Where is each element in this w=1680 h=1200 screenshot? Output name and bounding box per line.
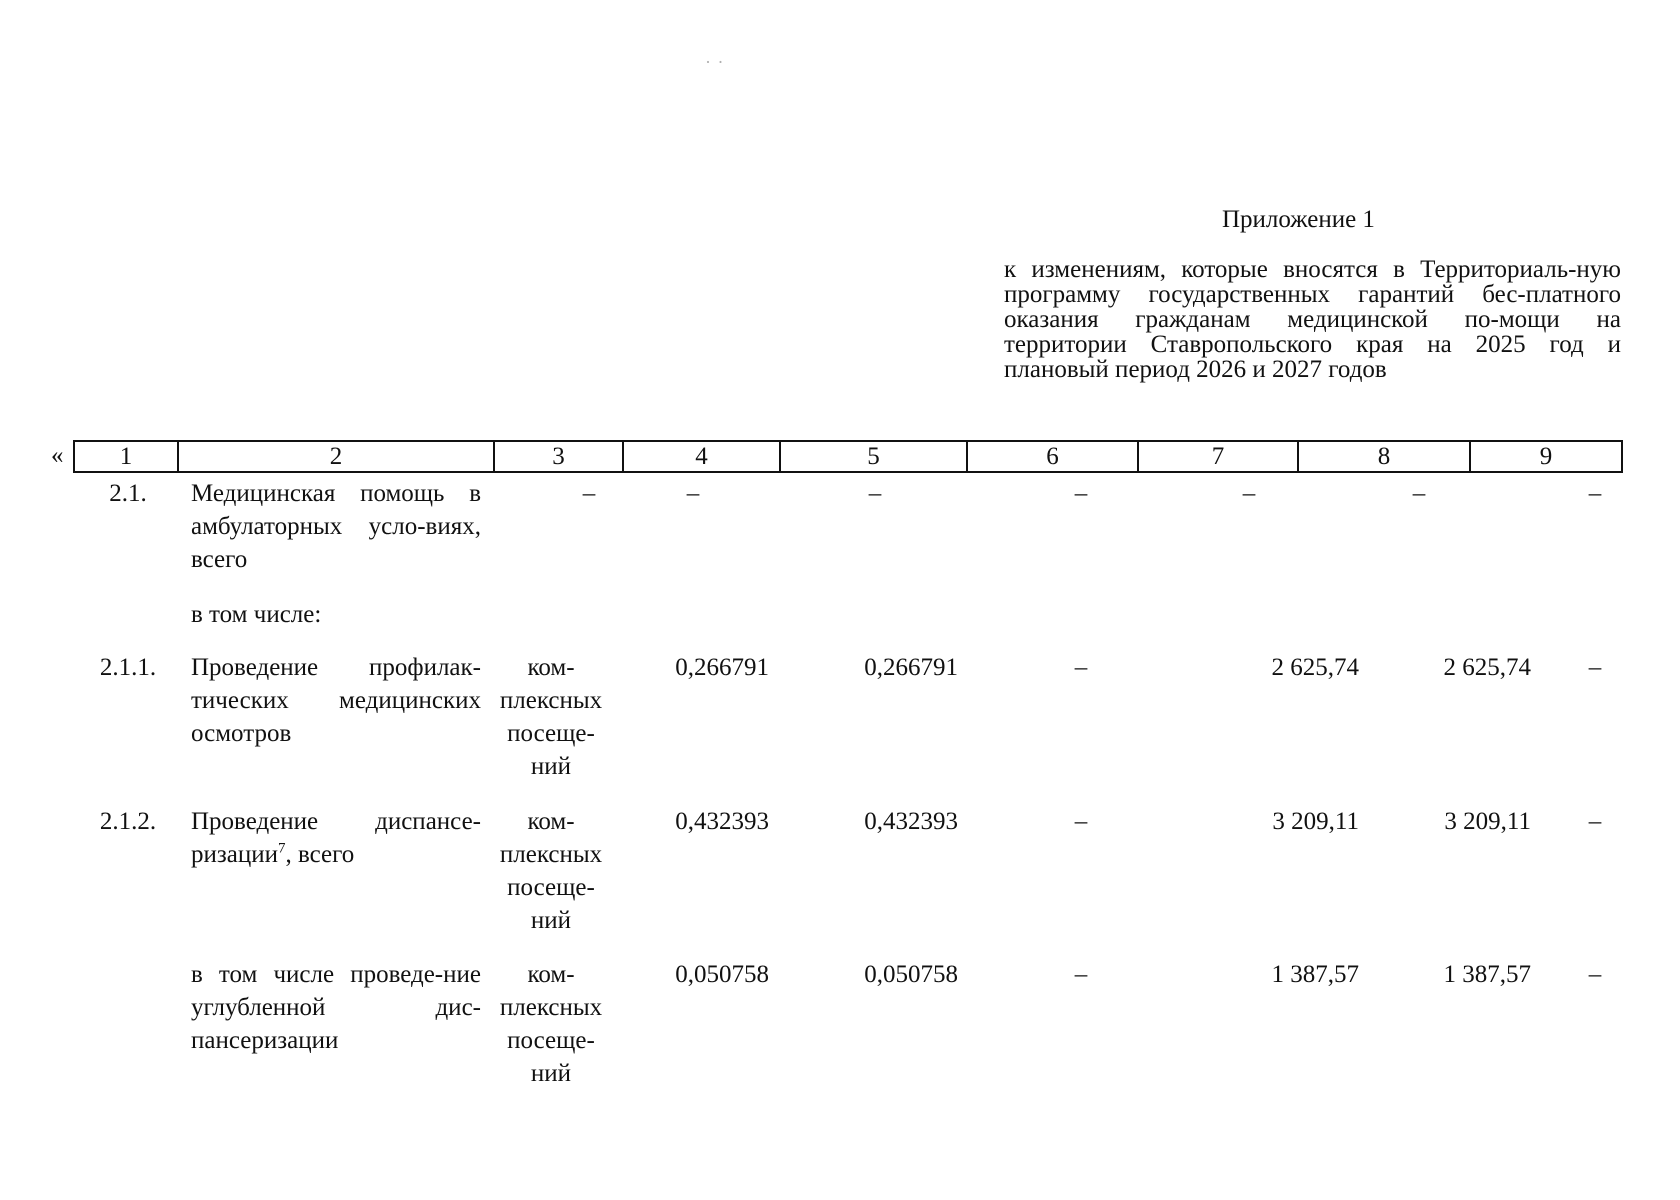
row-name: Проведение профилак-тических медицинских осмотров [191, 654, 481, 747]
row-name [191, 805, 481, 871]
row-unit: ком-плексных посеще-ний [499, 654, 603, 780]
row-col-4: 0,050758 [675, 961, 769, 988]
row-col-4: 0,432393 [675, 808, 769, 835]
row-col-9: – [1588, 961, 1602, 988]
table-header-row [73, 440, 1623, 473]
row-col-9: – [1588, 654, 1602, 681]
row-col-7: 3 209,11 [1272, 808, 1359, 835]
row-unit: – [582, 480, 596, 507]
row-name: в том числе: [191, 601, 322, 628]
header-cell-9: 9 [1539, 443, 1553, 470]
header-cell-8: 8 [1299, 442, 1471, 471]
row-number: 2.1. [109, 480, 147, 507]
row-col-6: – [1074, 654, 1088, 681]
row-col-4: 0,266791 [675, 654, 769, 681]
row-col-5: 0,050758 [864, 961, 958, 988]
row-name-text: Проведение диспансе-ризации [191, 808, 481, 868]
header-cell-6: 6 [968, 442, 1139, 471]
header-cell-5: 5 [781, 442, 968, 471]
row-number: 2.1.1. [99, 654, 157, 681]
row-col-9: – [1588, 808, 1602, 835]
row-col-5: 0,432393 [864, 808, 958, 835]
row-name-suffix: , всего [285, 841, 355, 868]
row-unit: ком-плексных посеще-ний [499, 961, 603, 1087]
header-cell-2: 2 [179, 442, 495, 471]
row-col-7: – [1242, 480, 1256, 507]
header-cell-4: 4 [624, 442, 781, 471]
row-col-5: 0,266791 [864, 654, 958, 681]
footnote-marker: 7 [278, 840, 286, 857]
row-name: в том числе проведе-ние углубленной дис-пансеризации [191, 961, 481, 1054]
row-col-6: – [1074, 961, 1088, 988]
row-col-9: – [1588, 480, 1602, 507]
row-col-7: 1 387,57 [1271, 961, 1359, 988]
row-col-8: 2 625,74 [1443, 654, 1531, 681]
row-col-6: – [1074, 808, 1088, 835]
header-cell-3: 3 [495, 442, 624, 471]
row-name: Медицинская помощь в амбулаторных усло-виях, всего [191, 480, 481, 573]
row-unit: ком-плексных посеще-ний [499, 808, 603, 934]
row-col-7: 2 625,74 [1271, 654, 1359, 681]
row-col-8: 1 387,57 [1443, 961, 1531, 988]
row-col-5: – [868, 480, 882, 507]
header-cell-7: 7 [1139, 442, 1299, 471]
appendix-title: Приложение 1 [1222, 206, 1375, 233]
header-cell-1: 1 [75, 442, 179, 471]
row-col-6: – [1074, 480, 1088, 507]
appendix-subtitle: к изменениям, которые вносятся в Территориаль-ную программу государственных гарантий бес-платного оказания гражданам медицинской по-мощи на территории Ставропольского края на 2025 год и плановый период 2026 и 2027 годов [1004, 256, 1621, 383]
open-quote: « [51, 442, 64, 469]
row-col-4: – [686, 480, 700, 507]
row-number: 2.1.2. [99, 808, 157, 835]
row-col-8: – [1412, 480, 1426, 507]
page-mark: · · [705, 52, 725, 72]
row-col-8: 3 209,11 [1444, 808, 1531, 835]
